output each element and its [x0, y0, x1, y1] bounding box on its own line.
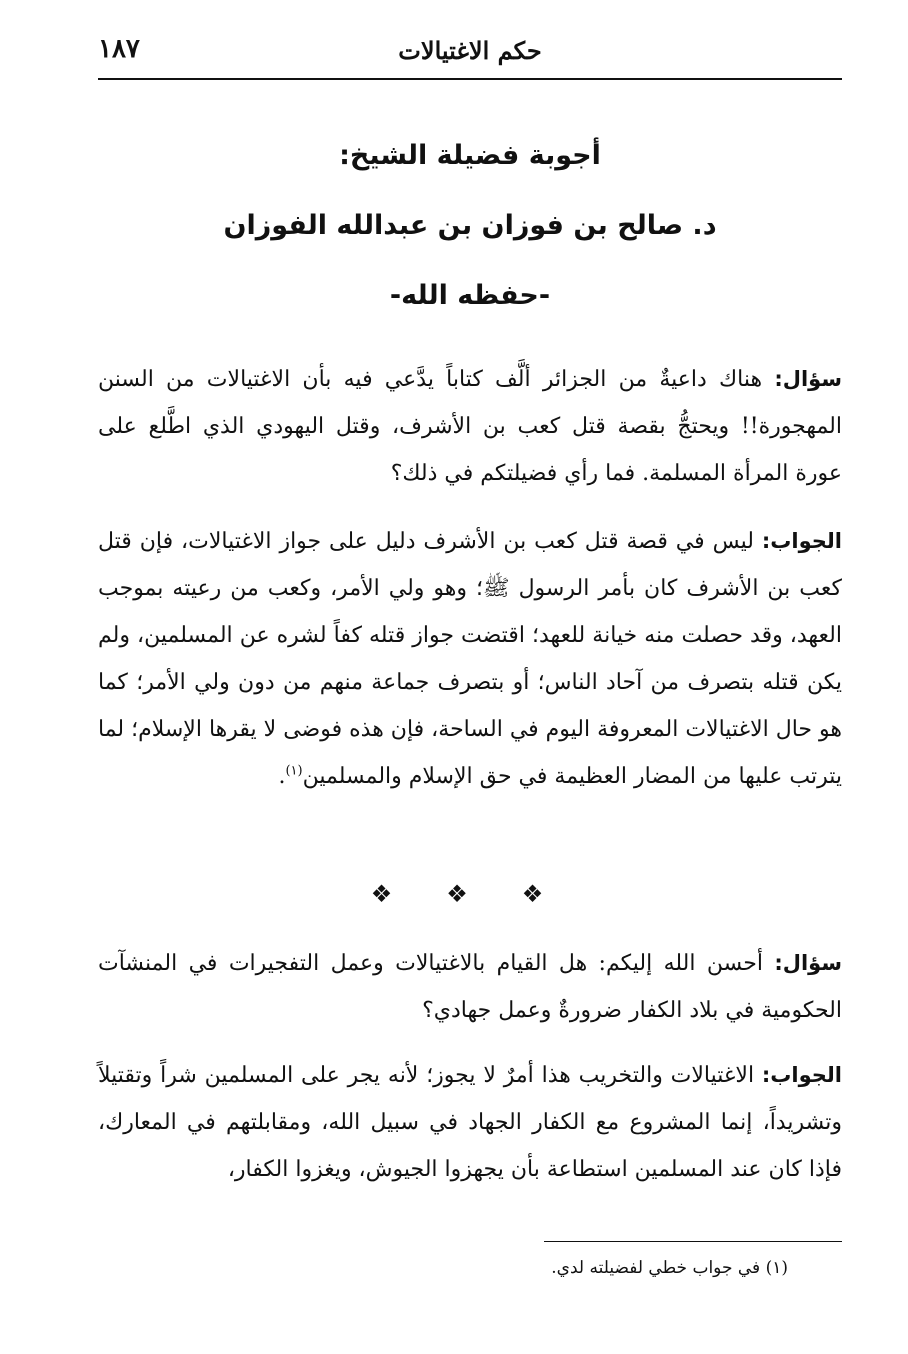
answer-1 [98, 518, 842, 800]
heading-line-2: د. صالح بن فوزان بن عبدالله الفوزان [223, 210, 717, 241]
page-number: ١٨٧ [98, 34, 140, 64]
page-header [98, 34, 842, 78]
answer-text: ليس في قصة قتل كعب بن الأشرف دليل على جواز الاغتيالات، فإن قتل كعب بن الأشرف كان بأمر الرسول ﷺ؛ وهو ولي الأمر، وكعب من رعيته بموجب العهد، وقد حصلت منه خيانة للعهد؛ اقتضت جواز قتله كفاً لشره عن المسلمين، ولم يكن قتله بتصرف من آحاد الناس؛ أو بتصرف جماعة منهم من دون ولي الأمر؛ كما هو حال الاغتيالات المعروفة اليوم في الساحة، فإن هذه فوضى لا يقرها الإسلام؛ لما يترتب عليها من المضار العظيمة في حق الإسلام والمسلمين [98, 529, 842, 789]
footnote-divider [544, 1241, 842, 1242]
question-text: هناك داعيةٌ من الجزائر ألَّف كتاباً يدَّعي فيه بأن الاغتيالات من السنن المهجورة!! ويحتجُّ بقصة قتل كعب بن الأشرف، وقتل اليهودي الذي اطَّلع على عورة المرأة المسلمة. فما رأي فضيلتكم في ذلك؟ [98, 367, 842, 486]
heading-line-1: أجوبة فضيلة الشيخ: [339, 140, 601, 171]
footnote [98, 1258, 788, 1278]
separator-ornament: ❖ [521, 880, 570, 908]
header-divider [98, 78, 842, 80]
question-2 [98, 940, 842, 1034]
question-label: سؤال: [774, 951, 842, 975]
heading-line-3: -حفظه الله- [389, 280, 551, 311]
footnote-text: في جواب خطي لفضيلته لدي. [551, 1258, 761, 1278]
section-separator [98, 880, 842, 908]
separator-ornament: ❖ [370, 880, 419, 908]
separator-ornament: ❖ [446, 880, 494, 908]
footnote-marker: (١) [765, 1258, 788, 1278]
question-label: سؤال: [774, 367, 842, 391]
question-1 [98, 356, 842, 497]
answer-label: الجواب: [761, 1063, 842, 1087]
answer-2 [98, 1052, 842, 1193]
running-title: حكم الاغتيالات [398, 36, 542, 65]
question-text: أحسن الله إليكم: هل القيام بالاغتيالات وعمل التفجيرات في المنشآت الحكومية في بلاد الكفار ضرورةٌ وعمل جهادي؟ [98, 951, 842, 1023]
answer-label: الجواب: [761, 529, 842, 553]
answer-end: . [278, 764, 286, 789]
footnote-reference: (١) [285, 763, 303, 779]
answer-text: الاغتيالات والتخريب هذا أمرٌ لا يجوز؛ لأنه يجر على المسلمين شراً وتقتيلاً وتشريداً، إنما المشروع مع الكفار الجهاد في سبيل الله، ومقابلتهم في المعارك، فإذا كان عند المسلمين استطاعة بأن يجهزوا الجيوش، ويغزوا الكفار، [98, 1063, 842, 1182]
